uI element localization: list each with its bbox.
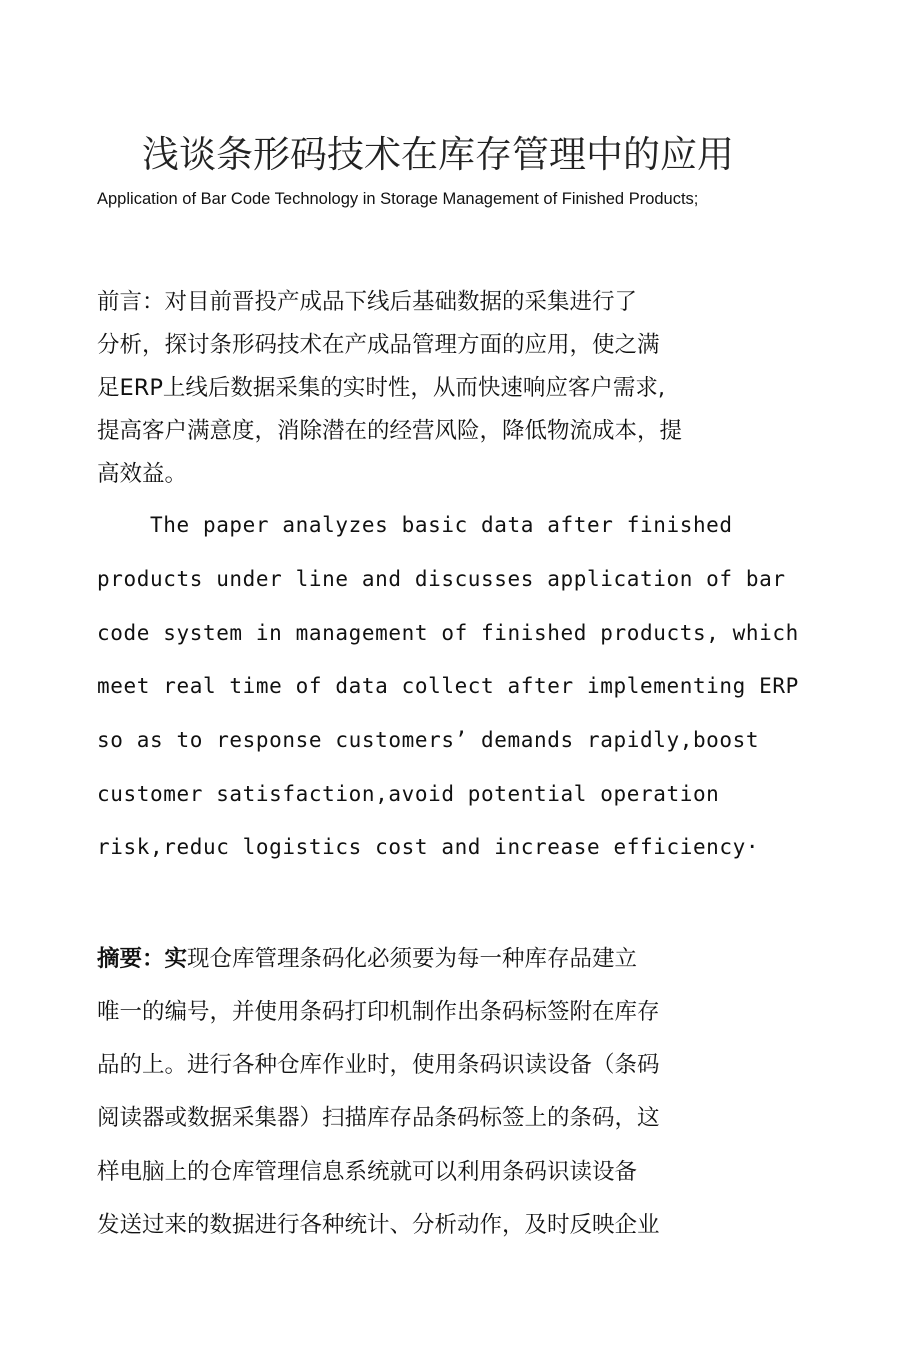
abstract-line: 样电脑上的仓库管理信息系统就可以利用条码识读设备	[97, 1159, 638, 1185]
english-subtitle: Application of Bar Code Technology in Storage Management of Finished Products;	[97, 190, 699, 208]
abstract-line: 品的上。进行各种仓库作业时，使用条码识读设备（条码	[97, 1052, 660, 1078]
abstract-line	[97, 941, 637, 973]
abstract-line: 发送过来的数据进行各种统计、分析动作，及时反映企业	[97, 1212, 660, 1238]
english-abstract-line: customer satisfaction,avoid potential operation	[97, 782, 720, 806]
preface-line: 提高客户满意度，消除潜在的经营风险，降低物流成本，提	[97, 418, 683, 444]
english-abstract-line: products under line and discusses application of bar	[97, 567, 786, 591]
english-abstract-line: risk,reduc logistics cost and increase efficiency·	[97, 835, 760, 859]
abstract-line-text: 现仓库管理条码化必须要为每一种库存品建立	[187, 946, 638, 972]
preface-line: 分析，探讨条形码技术在产成品管理方面的应用，使之满	[97, 332, 660, 358]
english-abstract-line: The paper analyzes basic data after finished	[97, 513, 733, 537]
preface-line: 高效益。	[97, 461, 188, 487]
document-title: 浅谈条形码技术在库存管理中的应用	[142, 133, 734, 176]
preface-line: 前言：对目前晋投产成品下线后基础数据的采集进行了	[97, 289, 638, 315]
abstract-line: 阅读器或数据采集器）扫描库存品条码标签上的条码，这	[97, 1105, 660, 1131]
english-abstract-line: code system in management of finished products, which	[97, 621, 799, 645]
abstract-line: 唯一的编号，并使用条码打印机制作出条码标签附在库存	[97, 999, 660, 1025]
english-abstract-line: so as to response customers’ demands rapidly,boost	[97, 728, 760, 752]
english-abstract-line: meet real time of data collect after implementing ERP	[97, 674, 799, 698]
abstract-label: 摘要：实	[97, 946, 188, 972]
preface-line: 足ERP上线后数据采集的实时性，从而快速响应客户需求,	[97, 375, 666, 401]
